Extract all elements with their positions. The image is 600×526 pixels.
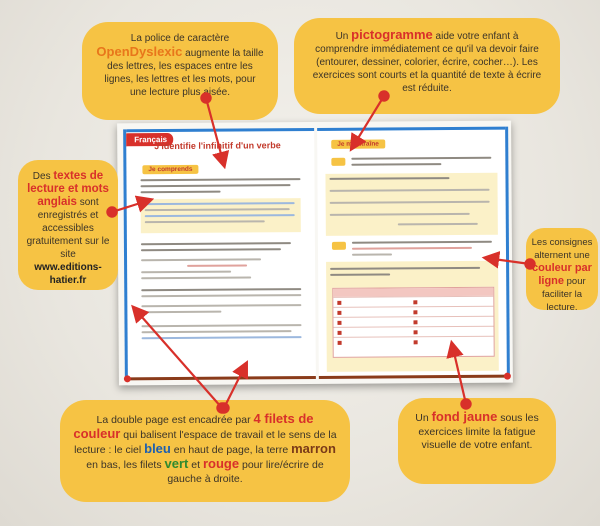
section-label-comprends: Je comprends xyxy=(142,165,198,174)
callout-pictogram: Un pictogramme aide votre enfant à comprendre immédiatement ce qu'il va devoir faire (entourer, dessiner, colorier, écrire, cocher…). Les exercices sont courts et la quantité de texte à écrire est réduite. xyxy=(294,18,560,114)
right-page xyxy=(317,127,510,379)
callout-frame: La double page est encadrée par 4 filets de couleur qui balisent l'espace de travail et le sens de la lecture : le ciel bleu en haut de page, la terre marron en bas, les filets vert et rouge pour lire/écrire de gauche à droite. xyxy=(60,400,350,502)
page-title: J'identifie l'infinitif d'un verbe xyxy=(154,140,281,152)
pictogram-1 xyxy=(331,158,345,166)
book-spread xyxy=(117,121,513,386)
callout-yellow-background: Un fond jaune sous les exercices limite la fatigue visuelle de votre enfant. xyxy=(398,398,556,484)
section-label-entraine: Je m'entraîne xyxy=(331,140,385,149)
website-link[interactable]: www.editions-hatier.fr xyxy=(34,262,102,286)
left-page xyxy=(123,128,316,380)
audio-highlight: textes de lecture et mots anglais xyxy=(27,170,109,208)
pictogram-highlight: pictogramme xyxy=(351,27,433,42)
subject-tab: Français xyxy=(126,133,173,146)
exercise-yellow-1 xyxy=(325,173,497,236)
callout-font: La police de caractère OpenDyslexic augmente la taille des lettres, les espaces entre les lignes, les lettres et les mots, pour une lecture plus aisée. xyxy=(82,22,278,120)
background-highlight: fond jaune xyxy=(431,409,498,424)
line-color-highlight: couleur par ligne xyxy=(532,262,592,287)
frame-highlight: 4 filets de couleur xyxy=(73,411,314,441)
callout-line-colors: Les consignes alternent une couleur par ligne pour faciliter la lecture. xyxy=(526,228,598,310)
pictogram-2 xyxy=(332,242,346,250)
callout-audio: Des textes de lecture et mots anglais sont enregistrés et accessibles gratuitement sur le site www.editions-hatier.fr xyxy=(18,160,118,290)
font-name-highlight: OpenDyslexic xyxy=(96,44,183,59)
conjugation-table xyxy=(332,287,494,358)
